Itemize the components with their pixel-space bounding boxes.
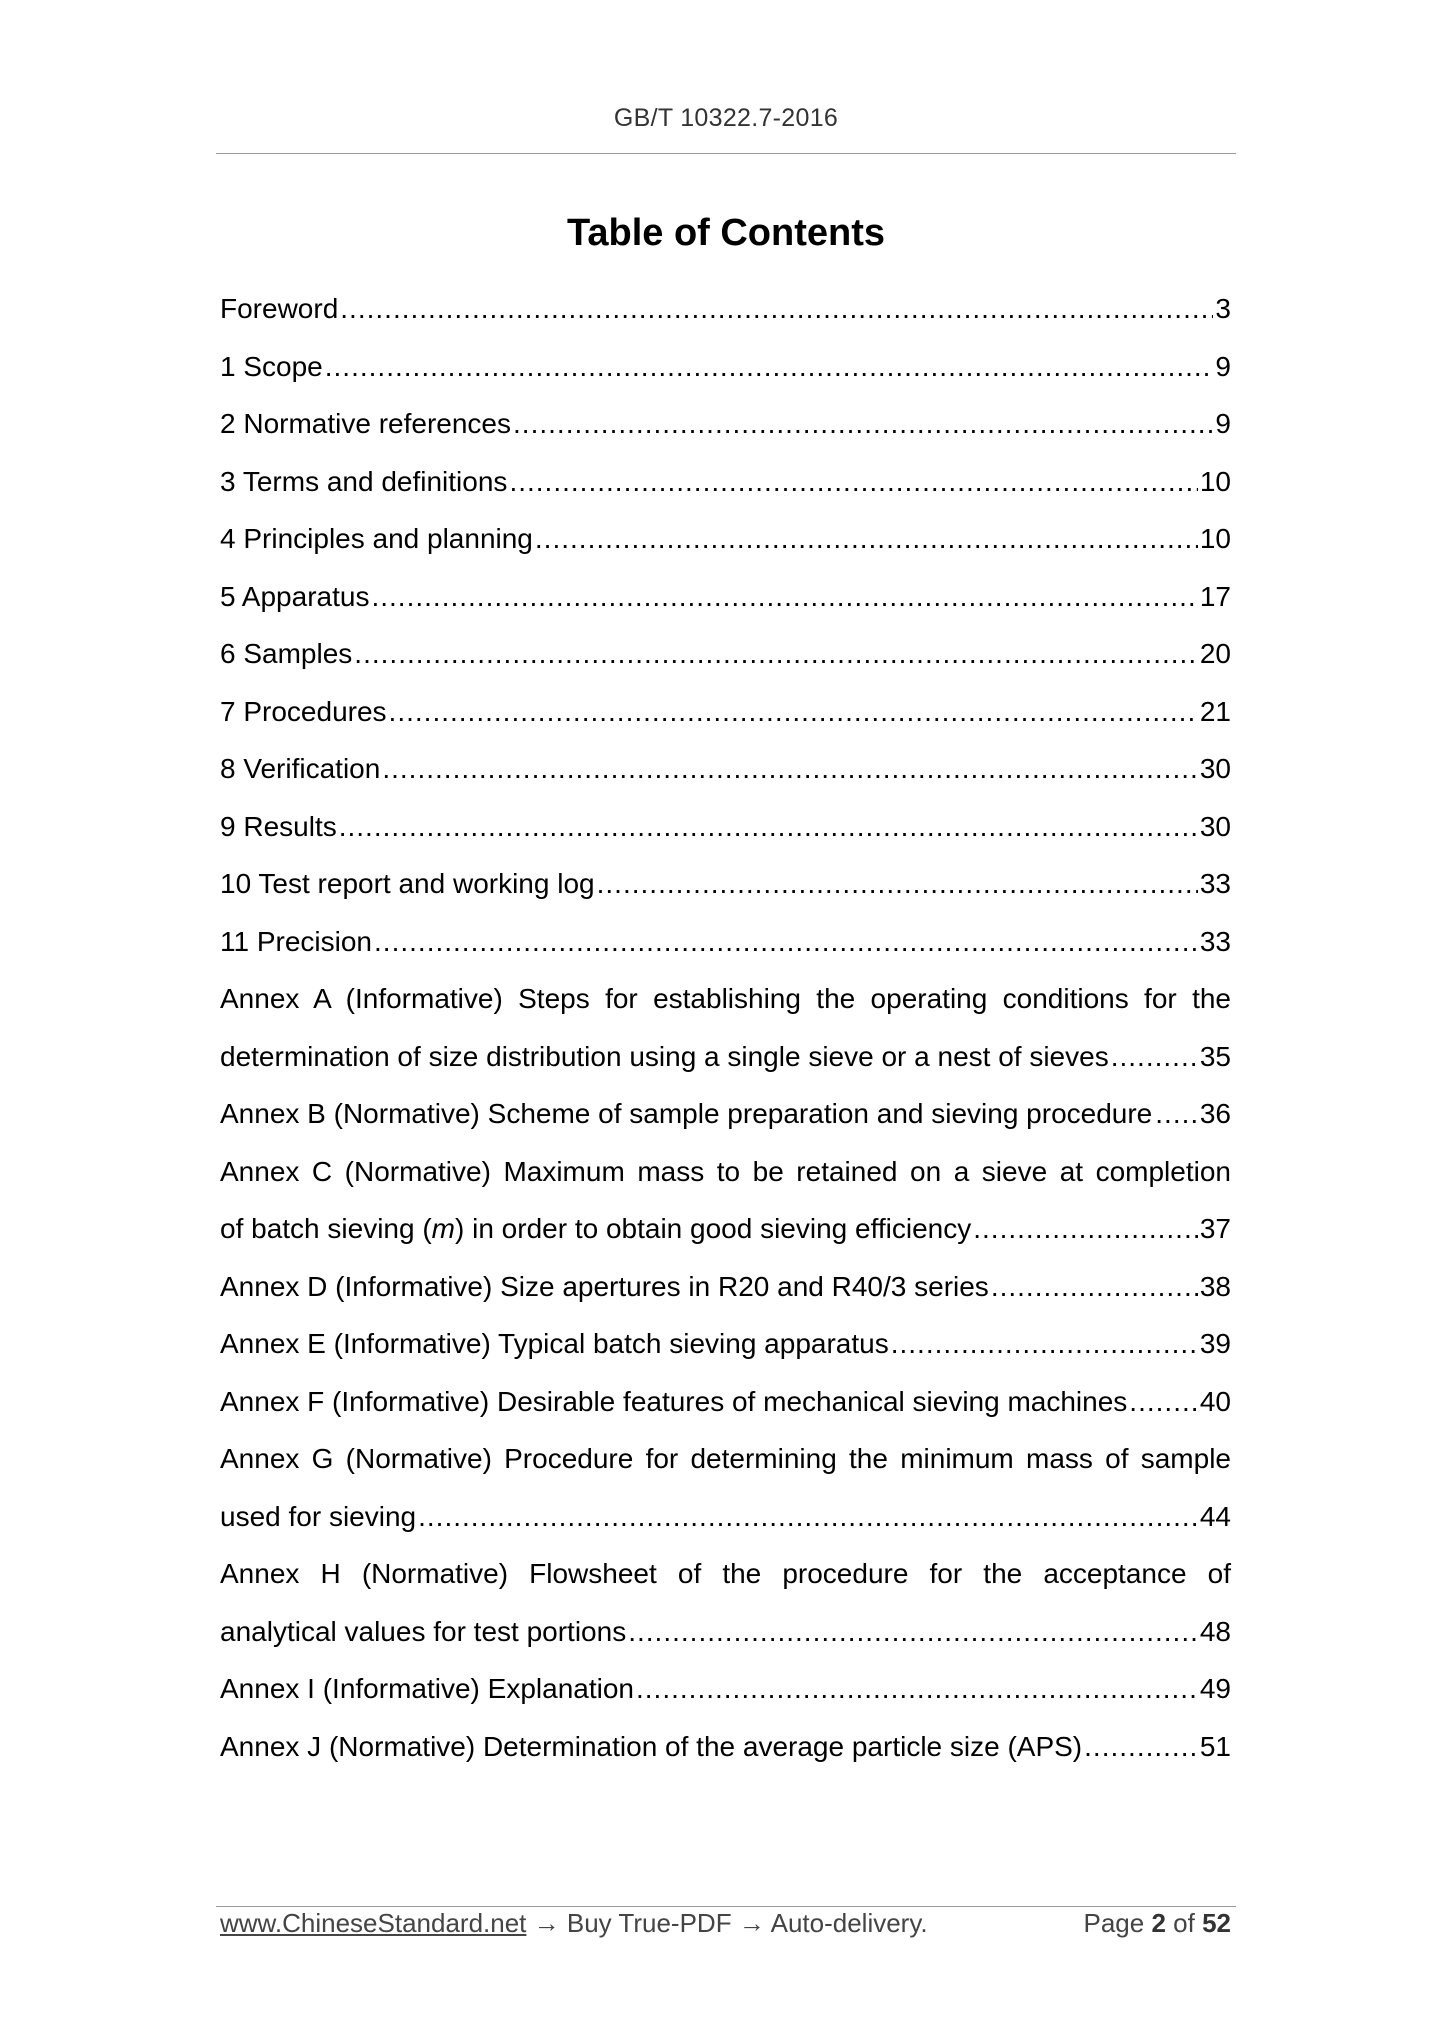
- header-divider: [216, 153, 1236, 154]
- toc-entry-label: 2 Normative references: [220, 408, 512, 439]
- toc-entry-label: Annex I (Informative) Explanation: [220, 1673, 634, 1704]
- toc-page-number: 36: [1199, 1098, 1231, 1129]
- toc-page-number: 30: [1199, 810, 1231, 842]
- toc-entry-label: 8 Verification: [220, 753, 381, 784]
- toc-entry-label: 7 Procedures: [220, 695, 387, 727]
- toc-entry-label: Annex J (Normative) Determination of the average particle size (APS): [220, 1730, 1083, 1762]
- dot-leader: [340, 280, 1213, 338]
- dot-leader: [354, 625, 1198, 683]
- toc-entry-scope[interactable]: [220, 338, 1231, 396]
- dot-leader: [1084, 1718, 1198, 1776]
- dot-leader: [1129, 1373, 1198, 1431]
- toc-entry-apparatus[interactable]: [220, 568, 1231, 626]
- toc-entry-samples[interactable]: [220, 625, 1231, 683]
- toc-page-number: 44: [1199, 1500, 1231, 1532]
- toc-page-number: 35: [1199, 1040, 1231, 1072]
- toc-page-number: 49: [1199, 1673, 1231, 1704]
- toc-page-number: 51: [1199, 1730, 1231, 1762]
- toc-page-number: 3: [1215, 293, 1231, 324]
- toc-page-number: 39: [1199, 1328, 1231, 1359]
- dot-leader: [339, 798, 1198, 856]
- toc-entry-annex-g-line2[interactable]: [220, 1488, 1231, 1546]
- toc-entry-label: 10 Test report and working log: [220, 868, 595, 899]
- toc-entry-label: 6 Samples: [220, 638, 353, 669]
- toc-entry-label: 11 Precision: [220, 925, 373, 957]
- toc-page-number: 21: [1199, 695, 1231, 727]
- toc-entry-label: [220, 1200, 971, 1258]
- toc-page-number: 10: [1199, 465, 1231, 497]
- dot-leader: [389, 683, 1198, 741]
- dot-leader: [1111, 1028, 1198, 1086]
- table-of-contents: [220, 280, 1231, 1775]
- toc-entry-label: determination of size distribution using a single sieve or a nest of sieves: [220, 1040, 1109, 1072]
- toc-page-number: 33: [1199, 925, 1231, 957]
- toc-page-number: 9: [1215, 350, 1231, 382]
- toc-entry-label: 9 Results: [220, 810, 337, 842]
- toc-page-number: 9: [1215, 408, 1231, 439]
- toc-entry-precision[interactable]: [220, 913, 1231, 971]
- toc-page-number: 30: [1199, 753, 1231, 784]
- toc-entry-foreword[interactable]: [220, 280, 1231, 338]
- toc-entry-annex-i[interactable]: [220, 1660, 1231, 1718]
- footer-divider: [216, 1906, 1236, 1907]
- toc-entry-procedures[interactable]: [220, 683, 1231, 741]
- page-footer: [220, 1908, 1231, 1939]
- dot-leader: [513, 395, 1213, 453]
- toc-entry-annex-c-line1[interactable]: Annex C (Normative) Maximum mass to be retained on a sieve at completion: [220, 1155, 1231, 1187]
- toc-page-number: 38: [1199, 1270, 1231, 1302]
- toc-page-number: 10: [1199, 523, 1231, 554]
- dot-leader: [628, 1603, 1198, 1661]
- toc-entry-annex-g-line1[interactable]: Annex G (Normative) Procedure for determining the minimum mass of sample: [220, 1443, 1231, 1474]
- footer-delivery-text: → Auto-delivery.: [738, 1908, 928, 1938]
- toc-entry-label: Foreword: [220, 293, 339, 324]
- toc-entry-annex-e[interactable]: [220, 1315, 1231, 1373]
- page-of-label: of: [1173, 1908, 1195, 1938]
- toc-entry-label: Annex F (Informative) Desirable features of mechanical sieving machines: [220, 1385, 1128, 1417]
- current-page-number: 2: [1151, 1908, 1166, 1938]
- toc-entry-label: Annex E (Informative) Typical batch sieving apparatus: [220, 1328, 889, 1359]
- toc-entry-label: used for sieving: [220, 1500, 417, 1532]
- toc-entry-annex-d[interactable]: [220, 1258, 1231, 1316]
- toc-entry-label: Annex D (Informative) Size apertures in R20 and R40/3 series: [220, 1270, 989, 1302]
- toc-page-number: 48: [1199, 1615, 1231, 1647]
- dot-leader: [535, 510, 1198, 568]
- dot-leader: [371, 568, 1197, 626]
- label-text: ) in order to obtain good sieving efficiency: [455, 1213, 972, 1244]
- toc-page-number: 33: [1199, 868, 1231, 899]
- toc-entry-normative-references[interactable]: [220, 395, 1231, 453]
- toc-entry-annex-j[interactable]: [220, 1718, 1231, 1776]
- page-label: Page: [1083, 1908, 1145, 1938]
- dot-leader: [891, 1315, 1198, 1373]
- site-link[interactable]: www.ChineseStandard.net: [220, 1908, 527, 1938]
- dot-leader: [374, 913, 1198, 971]
- toc-entry-results[interactable]: [220, 798, 1231, 856]
- toc-entry-test-report[interactable]: [220, 855, 1231, 913]
- page-title: Table of Contents: [566, 212, 886, 254]
- label-text: of batch sieving (: [220, 1213, 432, 1244]
- toc-page-number: 17: [1199, 580, 1231, 612]
- toc-page-number: 20: [1199, 638, 1231, 669]
- toc-entry-label: analytical values for test portions: [220, 1615, 627, 1647]
- toc-entry-annex-c-line2[interactable]: [220, 1200, 1231, 1258]
- toc-entry-label: 3 Terms and definitions: [220, 465, 508, 497]
- footer-left: [220, 1908, 928, 1939]
- footer-buy-text: → Buy True-PDF: [533, 1908, 732, 1938]
- dot-leader: [1155, 1085, 1197, 1143]
- dot-leader: [973, 1200, 1198, 1258]
- toc-page-number: 37: [1199, 1213, 1231, 1244]
- toc-entry-principles-planning[interactable]: [220, 510, 1231, 568]
- toc-entry-label: Annex B (Normative) Scheme of sample preparation and sieving procedure: [220, 1098, 1153, 1129]
- dot-leader: [382, 740, 1198, 798]
- dot-leader: [325, 338, 1214, 396]
- total-page-count: 52: [1202, 1908, 1231, 1938]
- page-indicator: [1083, 1908, 1231, 1939]
- toc-entry-annex-a-line1[interactable]: Annex A (Informative) Steps for establishing the operating conditions for the: [220, 983, 1231, 1014]
- dot-leader: [418, 1488, 1198, 1546]
- toc-entry-label: 4 Principles and planning: [220, 523, 533, 554]
- toc-page-number: 40: [1199, 1385, 1231, 1417]
- toc-entry-verification[interactable]: [220, 740, 1231, 798]
- toc-entry-annex-a-line2[interactable]: [220, 1028, 1231, 1086]
- dot-leader: [991, 1258, 1198, 1316]
- toc-entry-label: 1 Scope: [220, 350, 323, 382]
- toc-entry-label: 5 Apparatus: [220, 580, 370, 612]
- toc-entry-terms-definitions[interactable]: [220, 453, 1231, 511]
- toc-entry-annex-f[interactable]: [220, 1373, 1231, 1431]
- toc-entry-annex-h-line2[interactable]: [220, 1603, 1231, 1661]
- dot-leader: [509, 453, 1197, 511]
- toc-entry-annex-h-line1[interactable]: Annex H (Normative) Flowsheet of the procedure for the acceptance of: [220, 1558, 1231, 1589]
- dot-leader: [636, 1660, 1198, 1718]
- variable-m: m: [431, 1213, 455, 1244]
- toc-entry-annex-b[interactable]: [220, 1085, 1231, 1143]
- dot-leader: [597, 855, 1198, 913]
- document-id-header: GB/T 10322.7-2016: [613, 104, 839, 132]
